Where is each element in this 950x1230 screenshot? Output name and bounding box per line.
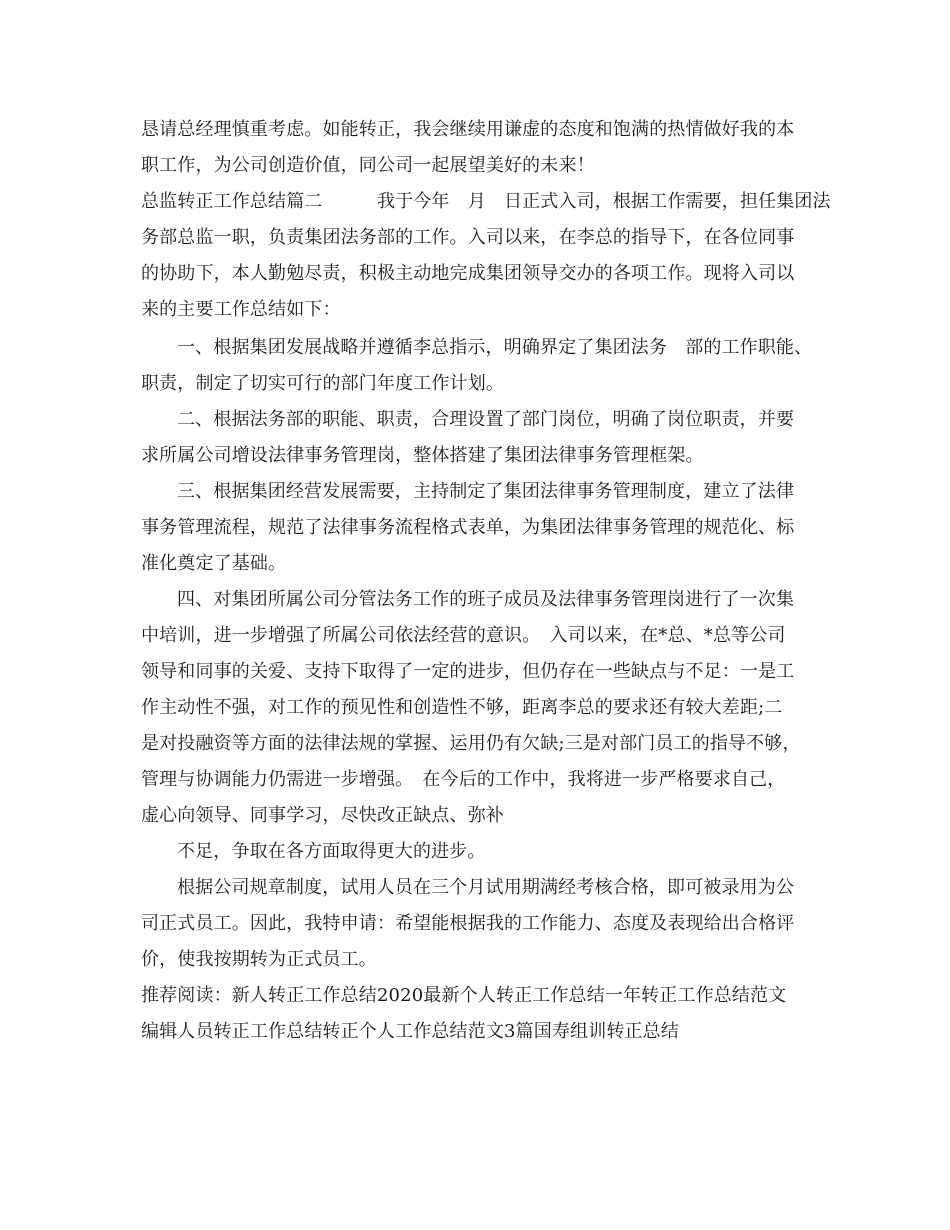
recommended-reading-line: 编辑人员转正工作总结转正个人工作总结范文3篇国寿组训转正总结 [141, 1021, 679, 1042]
text-line: 来的主要工作总结如下： [141, 299, 341, 320]
text-line: 根据公司规章制度，试用人员在三个月试用期满经考核合格，即可被录用为公 [177, 877, 795, 898]
text-line: 事务管理流程，规范了法律事务流程格式表单，为集团法律事务管理的规范化、标 [141, 517, 795, 538]
section-heading-line: 总监转正工作总结篇二 我于今年 月 日正式入司，根据工作需要，担任集团法 [141, 191, 831, 212]
text-line: 职工作，为公司创造价值，同公司一起展望美好的未来！ [141, 155, 595, 176]
text-line: 求所属公司增设法律事务管理岗，整体搭建了集团法律事务管理框架。 [141, 445, 704, 466]
text-line: 准化奠定了基础。 [141, 553, 287, 574]
text-line: 四、对集团所属公司分管法务工作的班子成员及法律事务管理岗进行了一次集 [177, 589, 795, 610]
text-line: 虚心向领导、同事学习，尽快改正缺点、弥补 [141, 805, 504, 826]
text-line: 二、根据法务部的职能、职责，合理设置了部门岗位，明确了岗位职责，并要 [177, 409, 795, 430]
text-line: 职责，制定了切实可行的部门年度工作计划。 [141, 373, 504, 394]
recommended-reading-line: 推荐阅读：新人转正工作总结2020最新个人转正工作总结一年转正工作总结范文 [141, 985, 787, 1006]
text-line: 是对投融资等方面的法律法规的掌握、运用仍有欠缺;三是对部门员工的指导不够， [141, 733, 801, 754]
text-line: 中培训，进一步增强了所属公司依法经营的意识。 入司以来，在*总、*总等公司 [141, 625, 786, 646]
text-line: 价，使我按期转为正式员工。 [141, 949, 377, 970]
text-line: 务部总监一职，负责集团法务部的工作。入司以来，在李总的指导下，在各位同事 [141, 227, 795, 248]
text-line: 的协助下，本人勤勉尽责，积极主动地完成集团领导交办的各项工作。现将入司以 [141, 263, 795, 284]
text-line: 管理与协调能力仍需进一步增强。 在今后的工作中，我将进一步严格要求自己， [141, 769, 786, 790]
text-line: 三、根据集团经营发展需要，主持制定了集团法律事务管理制度，建立了法律 [177, 481, 795, 502]
text-line: 一、根据集团发展战略并遵循李总指示，明确界定了集团法务 部的工作职能、 [177, 337, 813, 358]
text-line: 司正式员工。因此，我特申请：希望能根据我的工作能力、态度及表现给出合格评 [141, 913, 795, 934]
text-line: 不足，争取在各方面取得更大的进步。 [177, 841, 486, 862]
text-line: 恳请总经理慎重考虑。如能转正，我会继续用谦虚的态度和饱满的热情做好我的本 [141, 119, 795, 140]
text-line: 作主动性不强，对工作的预见性和创造性不够，距离李总的要求还有较大差距;二 [141, 697, 783, 718]
text-line: 领导和同事的关爱、支持下取得了一定的进步，但仍存在一些缺点与不足：一是工 [141, 661, 795, 682]
